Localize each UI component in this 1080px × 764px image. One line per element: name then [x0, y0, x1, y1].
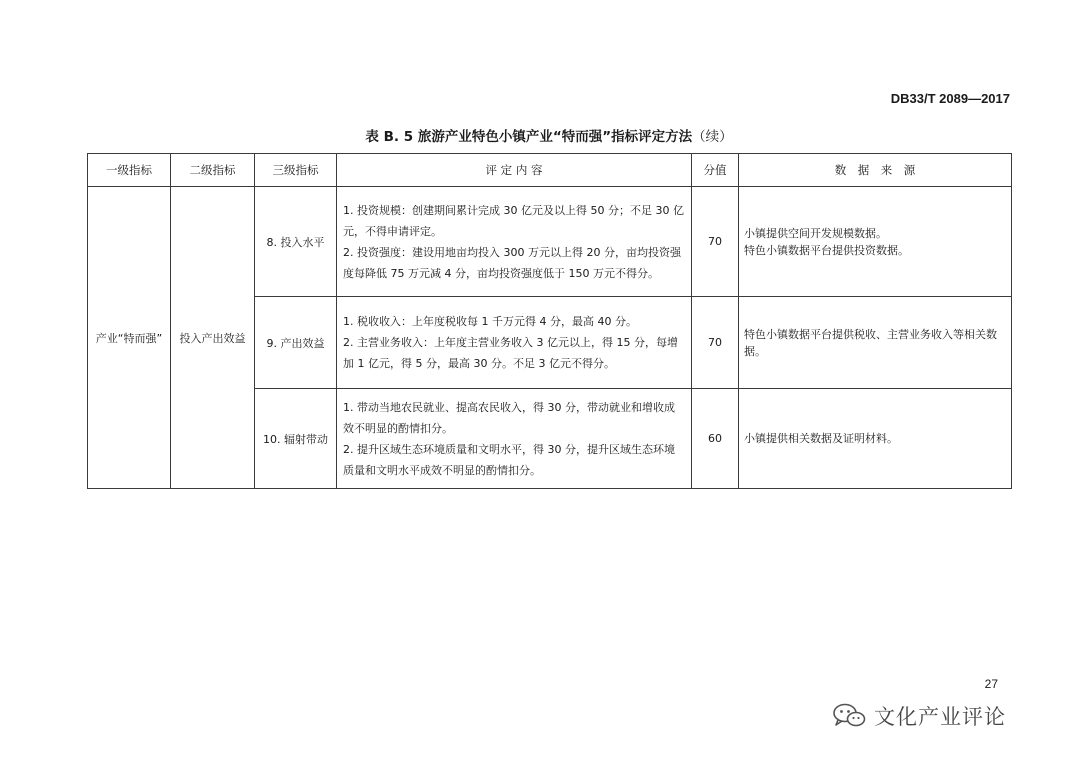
source-line: 特色小镇数据平台提供投资数据。: [744, 243, 909, 257]
content-cell: [337, 389, 692, 489]
header-level1: 一级指标: [88, 154, 171, 187]
content-item: 1. 投资规模：创建期间累计完成 30 亿元及以上得 50 分；不足 30 亿元，不得申请评定。: [343, 203, 684, 238]
document-code: DB33/T 2089—2017: [890, 91, 1010, 106]
content-cell: [337, 297, 692, 389]
score-cell: 70: [692, 297, 739, 389]
score-cell: 60: [692, 389, 739, 489]
header-source: 数 据 来 源: [739, 154, 1012, 187]
content-item: 2. 提升区域生态环境质量和文明水平，得 30 分，提升区域生态环境质量和文明水平成效不明显的酌情扣分。: [343, 442, 675, 477]
source-cell: [739, 187, 1012, 297]
score-cell: 70: [692, 187, 739, 297]
header-score: 分值: [692, 154, 739, 187]
level3-cell: 10. 辐射带动: [255, 389, 337, 489]
wechat-icon: [832, 703, 866, 729]
header-content: 评 定 内 容: [337, 154, 692, 187]
content-item: 2. 投资强度：建设用地亩均投入 300 万元以上得 20 分，亩均投资强度每降低 75 万元减 4 分，亩均投资强度低于 150 万元不得分。: [343, 245, 681, 280]
source-line: 小镇提供相关数据及证明材料。: [744, 432, 898, 445]
content-cell: [337, 187, 692, 297]
table-title: 表 B. 5 旅游产业特色小镇产业“特而强”指标评定方法: [365, 129, 693, 145]
table-header-row: [88, 154, 1012, 187]
header-level2: 二级指标: [171, 154, 255, 187]
source-line: 小镇提供空间开发规模数据。: [744, 226, 887, 240]
content-item: 2. 主营业务收入：上年度主营业务收入 3 亿元以上，得 15 分，每增加 1 亿元，得 5 分，最高 30 分。不足 3 亿元不得分。: [343, 336, 678, 370]
source-cell: [739, 297, 1012, 389]
source-line: 特色小镇数据平台提供税收、主营业务收入等相关数据。: [744, 327, 997, 358]
level2-cell: 投入产出效益: [171, 187, 255, 489]
watermark: [832, 700, 1006, 732]
watermark-text: 文化产业评论: [874, 705, 1006, 729]
level1-cell: 产业“特而强”: [88, 187, 171, 489]
content-item: 1. 带动当地农民就业、提高农民收入，得 30 分，带动就业和增收成效不明显的酌情扣分。: [343, 400, 675, 435]
level3-cell: 9. 产出效益: [255, 297, 337, 389]
page-number: 27: [984, 677, 998, 691]
indicator-table: [87, 153, 1012, 489]
source-cell: [739, 389, 1012, 489]
level3-cell: 8. 投入水平: [255, 187, 337, 297]
table-caption: [87, 125, 1011, 145]
header-level3: 三级指标: [255, 154, 337, 187]
table-continued-label: （续）: [692, 129, 733, 145]
table-row: [88, 187, 1012, 297]
content-item: 1. 税收收入：上年度税收每 1 千万元得 4 分，最高 40 分。: [343, 315, 637, 328]
